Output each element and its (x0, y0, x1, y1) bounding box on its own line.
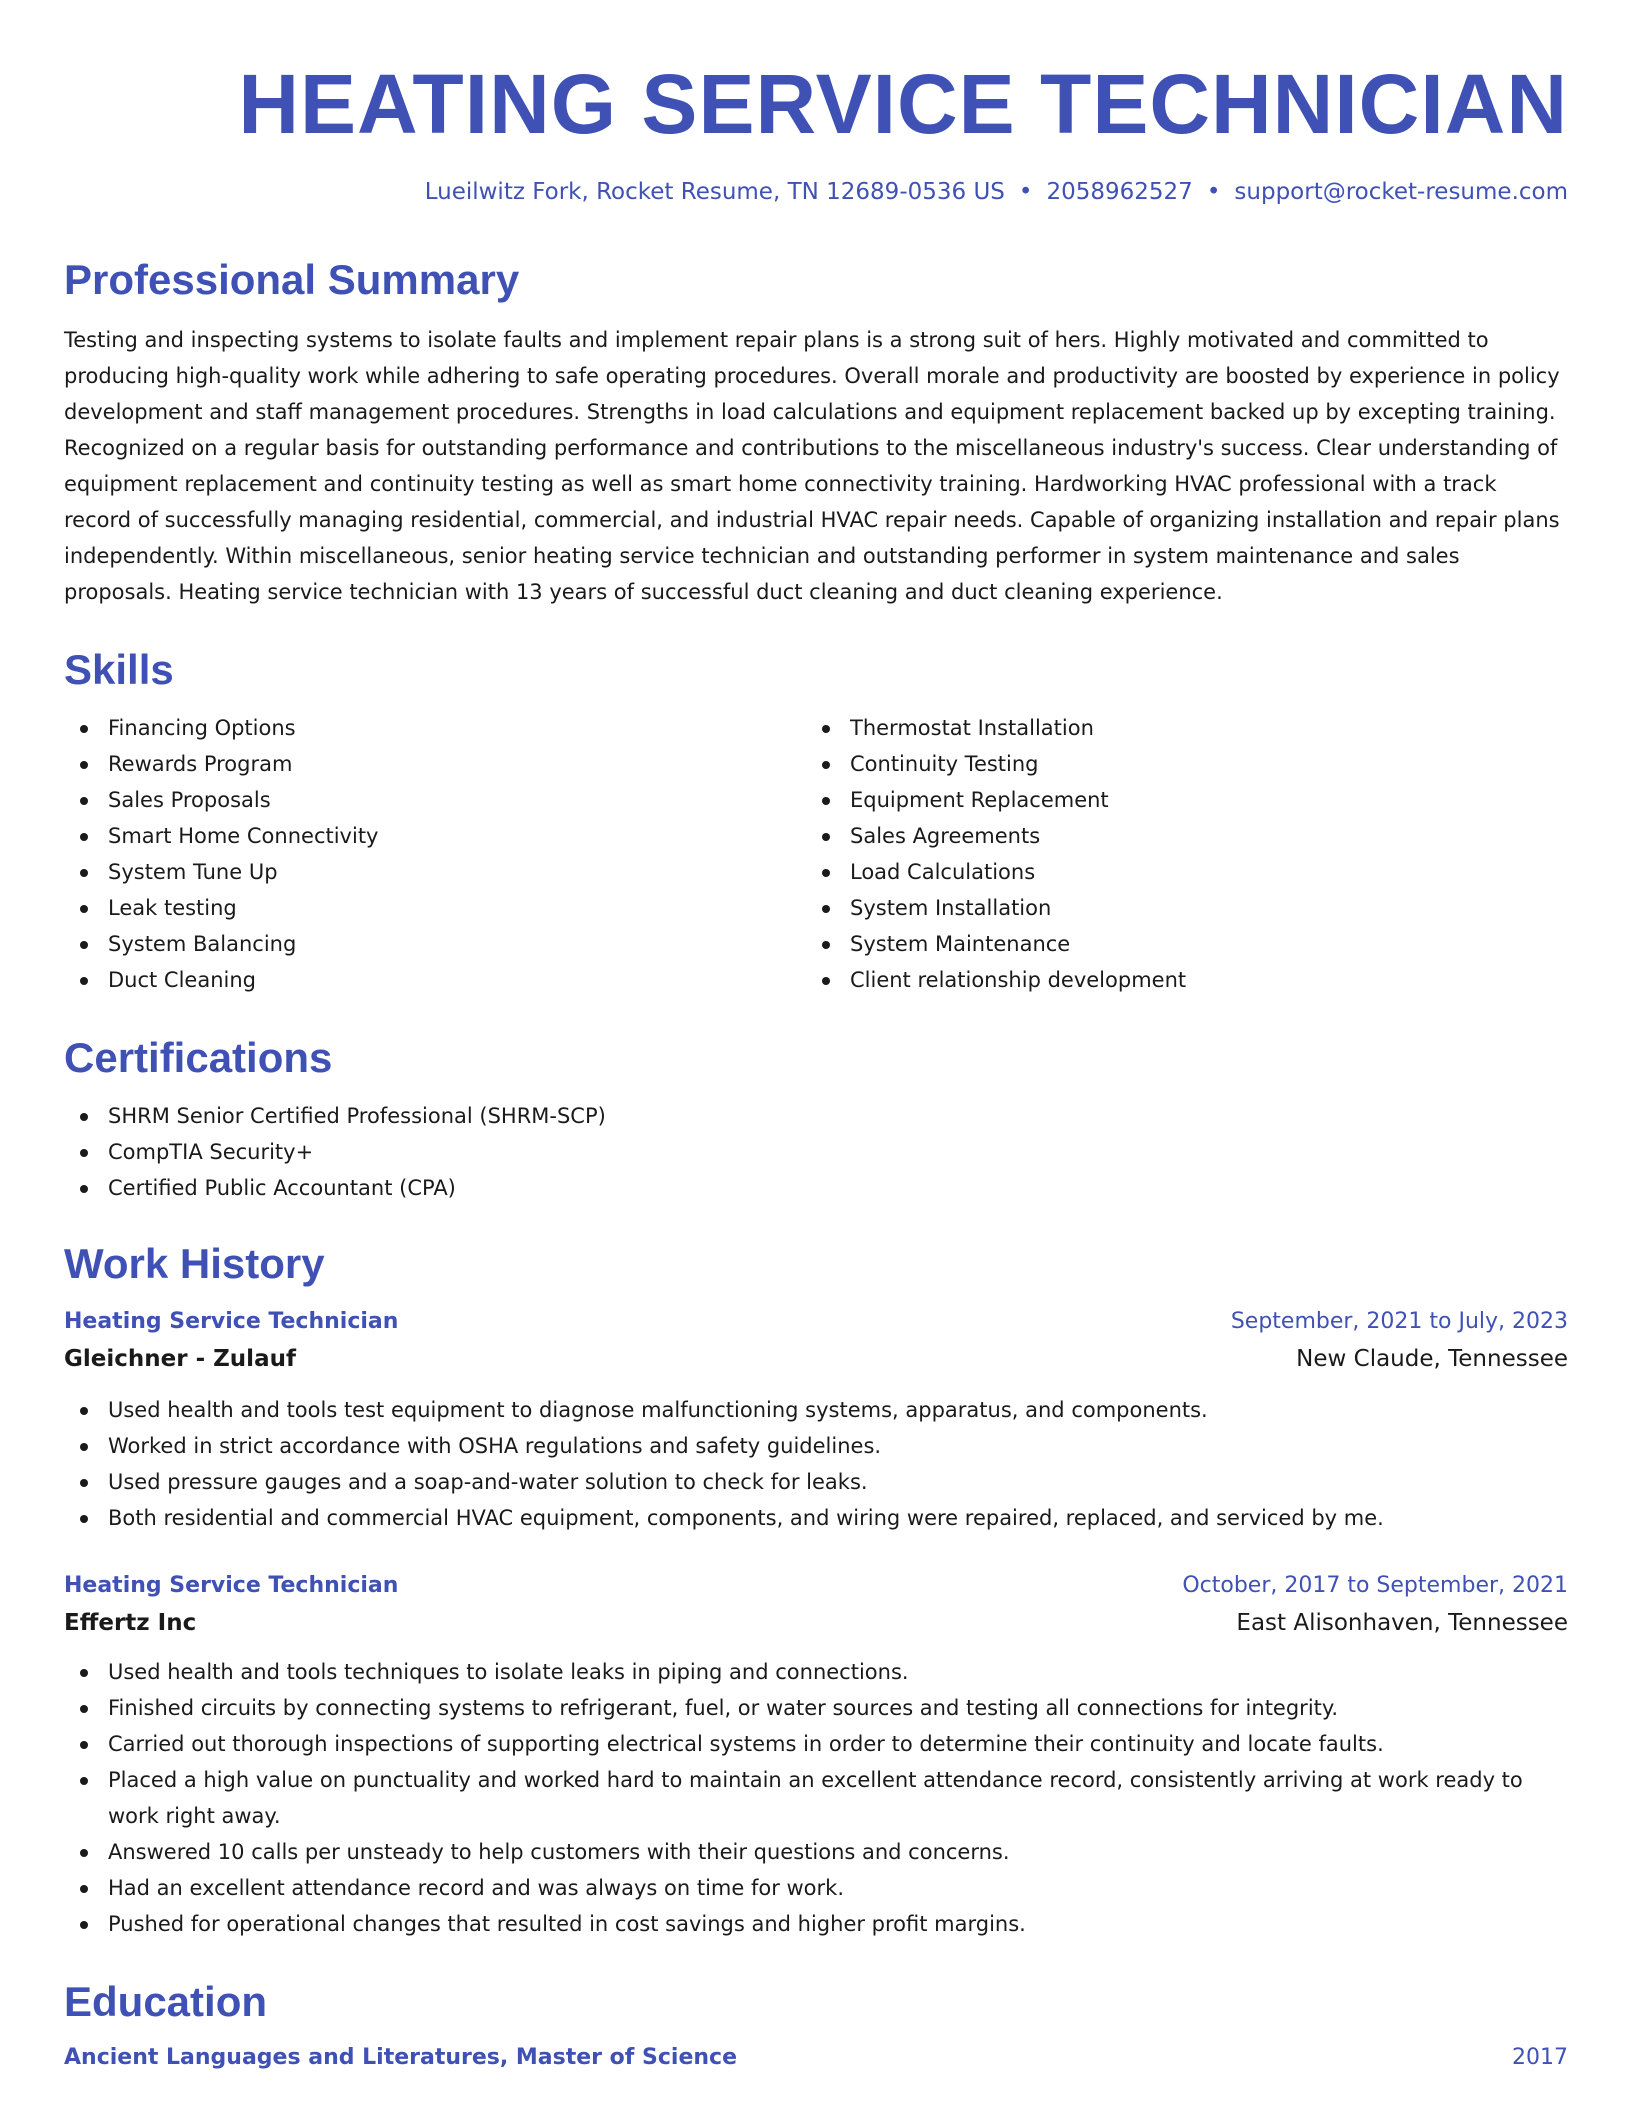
job-duty: Finished circuits by connecting systems to refrigerant, fuel, or water sources and testing all connections for integrity. (64, 1690, 1568, 1726)
skill-item: Equipment Replacement (806, 782, 1548, 818)
skill-item: System Installation (806, 890, 1548, 926)
skill-item: Financing Options (64, 710, 806, 746)
education-entry (64, 2040, 1568, 2076)
work-history-heading: Work History (64, 1240, 325, 1287)
contact-separator: • (1206, 179, 1221, 205)
job-location: New Claude, Tennessee (1296, 1346, 1568, 1372)
job-company: Gleichner - Zulauf (64, 1346, 296, 1372)
summary-text: Testing and inspecting systems to isolate faults and implement repair plans is a strong suit of hers. Highly motivated and committed to producing high-quality work while adhering to safe operating procedures. Overall morale and productivity are boosted by experience in policy development and staff management procedures. Strengths in load calculations and equipment replacement backed up by excepting training. Recognized on a regular basis for outstanding performance and contributions to the miscellaneous industry's success. Clear understanding of equipment replacement and continuity testing as well as smart home connectivity training. Hardworking HVAC professional with a track record of successfully managing residential, commercial, and industrial HVAC repair needs. Capable of organizing installation and repair plans independently. Within miscellaneous, senior heating service technician and outstanding performer in system maintenance and sales proposals. Heating service technician with 13 years of successful duct cleaning and duct cleaning experience. (64, 328, 1560, 604)
skill-item: Continuity Testing (806, 746, 1548, 782)
job-duty: Both residential and commercial HVAC equipment, components, and wiring were repaired, replaced, and serviced by me. (64, 1500, 1568, 1536)
job-location: East Alisonhaven, Tennessee (1236, 1610, 1568, 1636)
job-header (64, 1304, 1568, 1340)
skill-item: Smart Home Connectivity (64, 818, 806, 854)
job-duty: Carried out thorough inspections of supporting electrical systems in order to determine their continuity and locate faults. (64, 1726, 1568, 1762)
skills-list (64, 710, 1568, 998)
skill-item: Leak testing (64, 890, 806, 926)
job-duty: Used pressure gauges and a soap-and-water solution to check for leaks. (64, 1464, 1568, 1500)
education-year: 2017 (1512, 2045, 1568, 2070)
education-heading: Education (64, 1978, 268, 2025)
job-duties (64, 1392, 1568, 1536)
resume-title: HEATING SERVICE TECHNICIAN (238, 57, 1568, 151)
skill-item: Sales Proposals (64, 782, 806, 818)
contact-phone: 2058962527 (1046, 179, 1193, 205)
job-dates: September, 2021 to July, 2023 (1230, 1309, 1568, 1334)
job-duty: Pushed for operational changes that resulted in cost savings and higher profit margins. (64, 1906, 1568, 1942)
job-duties (64, 1654, 1568, 1942)
job-company-row (64, 1340, 1568, 1378)
skills-heading: Skills (64, 646, 174, 693)
contact-separator: • (1018, 179, 1033, 205)
job-duty: Had an excellent attendance record and was always on time for work. (64, 1870, 1568, 1906)
skills-column-right (806, 710, 1548, 998)
skills-column-left (64, 710, 806, 998)
job-duty: Worked in strict accordance with OSHA regulations and safety guidelines. (64, 1428, 1568, 1464)
contact-line (64, 176, 1568, 208)
job-title: Heating Service Technician (64, 1573, 399, 1598)
summary-heading: Professional Summary (64, 256, 520, 303)
skill-item: Sales Agreements (806, 818, 1548, 854)
skill-item: System Balancing (64, 926, 806, 962)
job-duty: Used health and tools test equipment to diagnose malfunctioning systems, apparatus, and components. (64, 1392, 1568, 1428)
skill-item: Load Calculations (806, 854, 1548, 890)
certification-item: CompTIA Security+ (64, 1134, 1568, 1170)
education-degree: Ancient Languages and Literatures, Master of Science (64, 2045, 737, 2070)
certifications-list (64, 1098, 1568, 1206)
job-dates: October, 2017 to September, 2021 (1182, 1573, 1568, 1598)
job-header (64, 1568, 1568, 1604)
job-title: Heating Service Technician (64, 1309, 399, 1334)
job-entry (64, 1568, 1568, 1942)
skill-item: System Tune Up (64, 854, 806, 890)
contact-email[interactable]: support@rocket-resume.com (1234, 179, 1568, 205)
skill-item: System Maintenance (806, 926, 1548, 962)
certification-item: Certified Public Accountant (CPA) (64, 1170, 1568, 1206)
certification-item: SHRM Senior Certified Professional (SHRM-SCP) (64, 1098, 1568, 1134)
skill-item: Rewards Program (64, 746, 806, 782)
skill-item: Duct Cleaning (64, 962, 806, 998)
resume-page (64, 0, 1568, 2076)
job-duty: Answered 10 calls per unsteady to help customers with their questions and concerns. (64, 1834, 1568, 1870)
job-entry (64, 1304, 1568, 1536)
certifications-heading: Certifications (64, 1034, 333, 1081)
skill-item: Thermostat Installation (806, 710, 1548, 746)
job-duty: Used health and tools techniques to isolate leaks in piping and connections. (64, 1654, 1568, 1690)
job-company: Effertz Inc (64, 1610, 197, 1636)
contact-address: Lueilwitz Fork, Rocket Resume, TN 12689-0536 US (424, 179, 1005, 205)
job-duty: Placed a high value on punctuality and worked hard to maintain an excellent attendance record, consistently arriving at work ready to work right away. (64, 1762, 1568, 1834)
job-company-row (64, 1604, 1568, 1642)
skill-item: Client relationship development (806, 962, 1548, 998)
